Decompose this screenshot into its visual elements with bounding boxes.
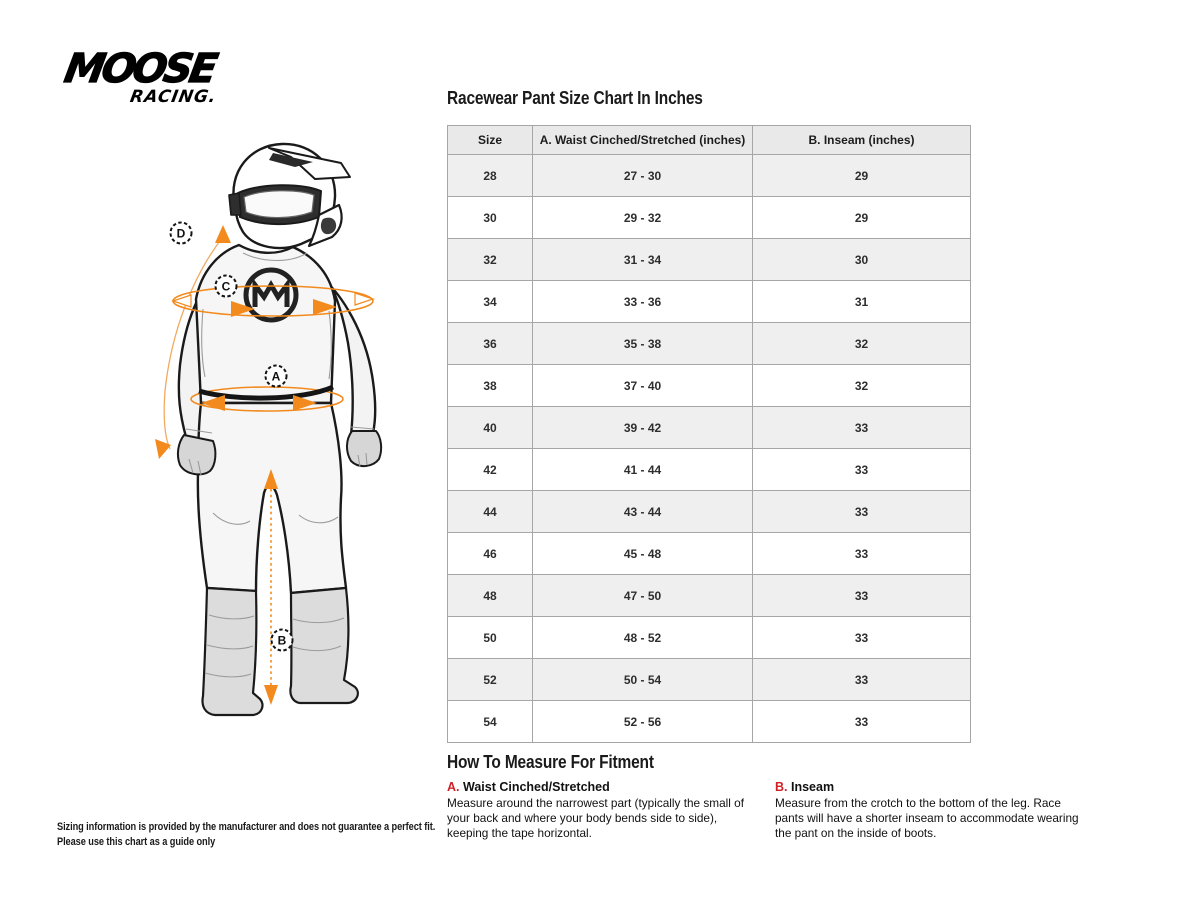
table-row bbox=[448, 323, 971, 365]
howto-section-inseam bbox=[775, 780, 1087, 841]
left-glove bbox=[178, 435, 215, 474]
size-cell: 34 bbox=[448, 281, 533, 323]
waist-cell: 43 - 44 bbox=[533, 491, 753, 533]
inseam-cell: 32 bbox=[753, 365, 971, 407]
size-cell: 44 bbox=[448, 491, 533, 533]
waist-cell: 35 - 38 bbox=[533, 323, 753, 365]
pants bbox=[198, 403, 346, 593]
howto-heading: How To Measure For Fitment bbox=[447, 752, 654, 772]
size-cell: 42 bbox=[448, 449, 533, 491]
table-row bbox=[448, 407, 971, 449]
svg-text:A: A bbox=[271, 369, 281, 384]
waist-cell: 27 - 30 bbox=[533, 155, 753, 197]
right-boot bbox=[290, 588, 357, 703]
howto-inseam-body: Measure from the crotch to the bottom of the leg. Race pants will have a shorter inseam to accommodate wearing the pant on the inside of boots. bbox=[775, 796, 1079, 840]
waist-cell: 39 - 42 bbox=[533, 407, 753, 449]
moose-racing-logo-icon bbox=[56, 42, 256, 108]
howto-waist-letter: A. bbox=[447, 780, 460, 794]
waist-cell: 52 - 56 bbox=[533, 701, 753, 743]
column-header-size: Size bbox=[448, 126, 533, 155]
size-cell: 52 bbox=[448, 659, 533, 701]
size-chart-table bbox=[447, 125, 971, 743]
svg-text:C: C bbox=[221, 279, 231, 294]
inseam-cell: 33 bbox=[753, 701, 971, 743]
disclaimer-line-2: Please use this chart as a guide only bbox=[57, 835, 216, 848]
size-cell: 46 bbox=[448, 533, 533, 575]
inseam-cell: 33 bbox=[753, 617, 971, 659]
size-cell: 48 bbox=[448, 575, 533, 617]
waist-cell: 37 - 40 bbox=[533, 365, 753, 407]
howto-section-waist bbox=[447, 780, 753, 841]
size-cell: 40 bbox=[448, 407, 533, 449]
table-row bbox=[448, 449, 971, 491]
waist-cell: 31 - 34 bbox=[533, 239, 753, 281]
marker-c bbox=[216, 276, 237, 297]
size-chart-title: Racewear Pant Size Chart In Inches bbox=[447, 88, 703, 108]
table-row bbox=[448, 239, 971, 281]
waist-cell: 50 - 54 bbox=[533, 659, 753, 701]
waist-cell: 33 - 36 bbox=[533, 281, 753, 323]
marker-d bbox=[171, 223, 192, 244]
inseam-cell: 32 bbox=[753, 323, 971, 365]
size-cell: 36 bbox=[448, 323, 533, 365]
inseam-cell: 33 bbox=[753, 449, 971, 491]
size-cell: 50 bbox=[448, 617, 533, 659]
inseam-cell: 33 bbox=[753, 407, 971, 449]
size-cell: 28 bbox=[448, 155, 533, 197]
helmet bbox=[229, 144, 350, 248]
waist-cell: 41 - 44 bbox=[533, 449, 753, 491]
marker-b bbox=[272, 630, 293, 651]
size-cell: 30 bbox=[448, 197, 533, 239]
waist-cell: 29 - 32 bbox=[533, 197, 753, 239]
table-row bbox=[448, 491, 971, 533]
rider-measurement-diagram bbox=[143, 133, 405, 742]
table-row bbox=[448, 617, 971, 659]
goggle-strap bbox=[229, 193, 241, 215]
svg-text:B: B bbox=[277, 633, 287, 648]
howto-waist-body: Measure around the narrowest part (typically the small of your back and where your body bends side to side), keeping the tape horizontal. bbox=[447, 796, 745, 840]
size-cell: 38 bbox=[448, 365, 533, 407]
table-row bbox=[448, 533, 971, 575]
inseam-cell: 33 bbox=[753, 491, 971, 533]
inseam-cell: 29 bbox=[753, 197, 971, 239]
inseam-cell: 30 bbox=[753, 239, 971, 281]
inseam-measure-line bbox=[264, 469, 278, 705]
marker-a bbox=[266, 366, 287, 387]
table-row bbox=[448, 365, 971, 407]
howto-inseam-letter: B. bbox=[775, 780, 788, 794]
goggles-lens bbox=[244, 191, 314, 218]
logo-word-moose: MOOSE bbox=[61, 45, 219, 92]
logo-word-racing: RACING. bbox=[128, 87, 219, 107]
table-row bbox=[448, 659, 971, 701]
left-boot bbox=[203, 588, 263, 715]
size-cell: 54 bbox=[448, 701, 533, 743]
inseam-cell: 33 bbox=[753, 659, 971, 701]
table-row bbox=[448, 701, 971, 743]
moose-racing-logo bbox=[56, 42, 256, 113]
waist-cell: 47 - 50 bbox=[533, 575, 753, 617]
table-row bbox=[448, 155, 971, 197]
column-header-waist: A. Waist Cinched/Stretched (inches) bbox=[533, 126, 753, 155]
waist-cell: 48 - 52 bbox=[533, 617, 753, 659]
table-row bbox=[448, 575, 971, 617]
inseam-cell: 33 bbox=[753, 533, 971, 575]
column-header-inseam: B. Inseam (inches) bbox=[753, 126, 971, 155]
inseam-cell: 31 bbox=[753, 281, 971, 323]
inseam-cell: 33 bbox=[753, 575, 971, 617]
howto-waist-title: A. Waist Cinched/Stretched bbox=[447, 780, 610, 794]
svg-text:D: D bbox=[176, 226, 186, 241]
table-row bbox=[448, 281, 971, 323]
header-row bbox=[448, 126, 971, 155]
table-row bbox=[448, 197, 971, 239]
disclaimer bbox=[57, 820, 435, 850]
howto-inseam-title: B. Inseam bbox=[775, 780, 835, 794]
disclaimer-line-1: Sizing information is provided by the manufacturer and does not guarantee a perfect fit. bbox=[57, 821, 436, 833]
waist-cell: 45 - 48 bbox=[533, 533, 753, 575]
right-glove bbox=[347, 431, 381, 466]
inseam-cell: 29 bbox=[753, 155, 971, 197]
size-cell: 32 bbox=[448, 239, 533, 281]
